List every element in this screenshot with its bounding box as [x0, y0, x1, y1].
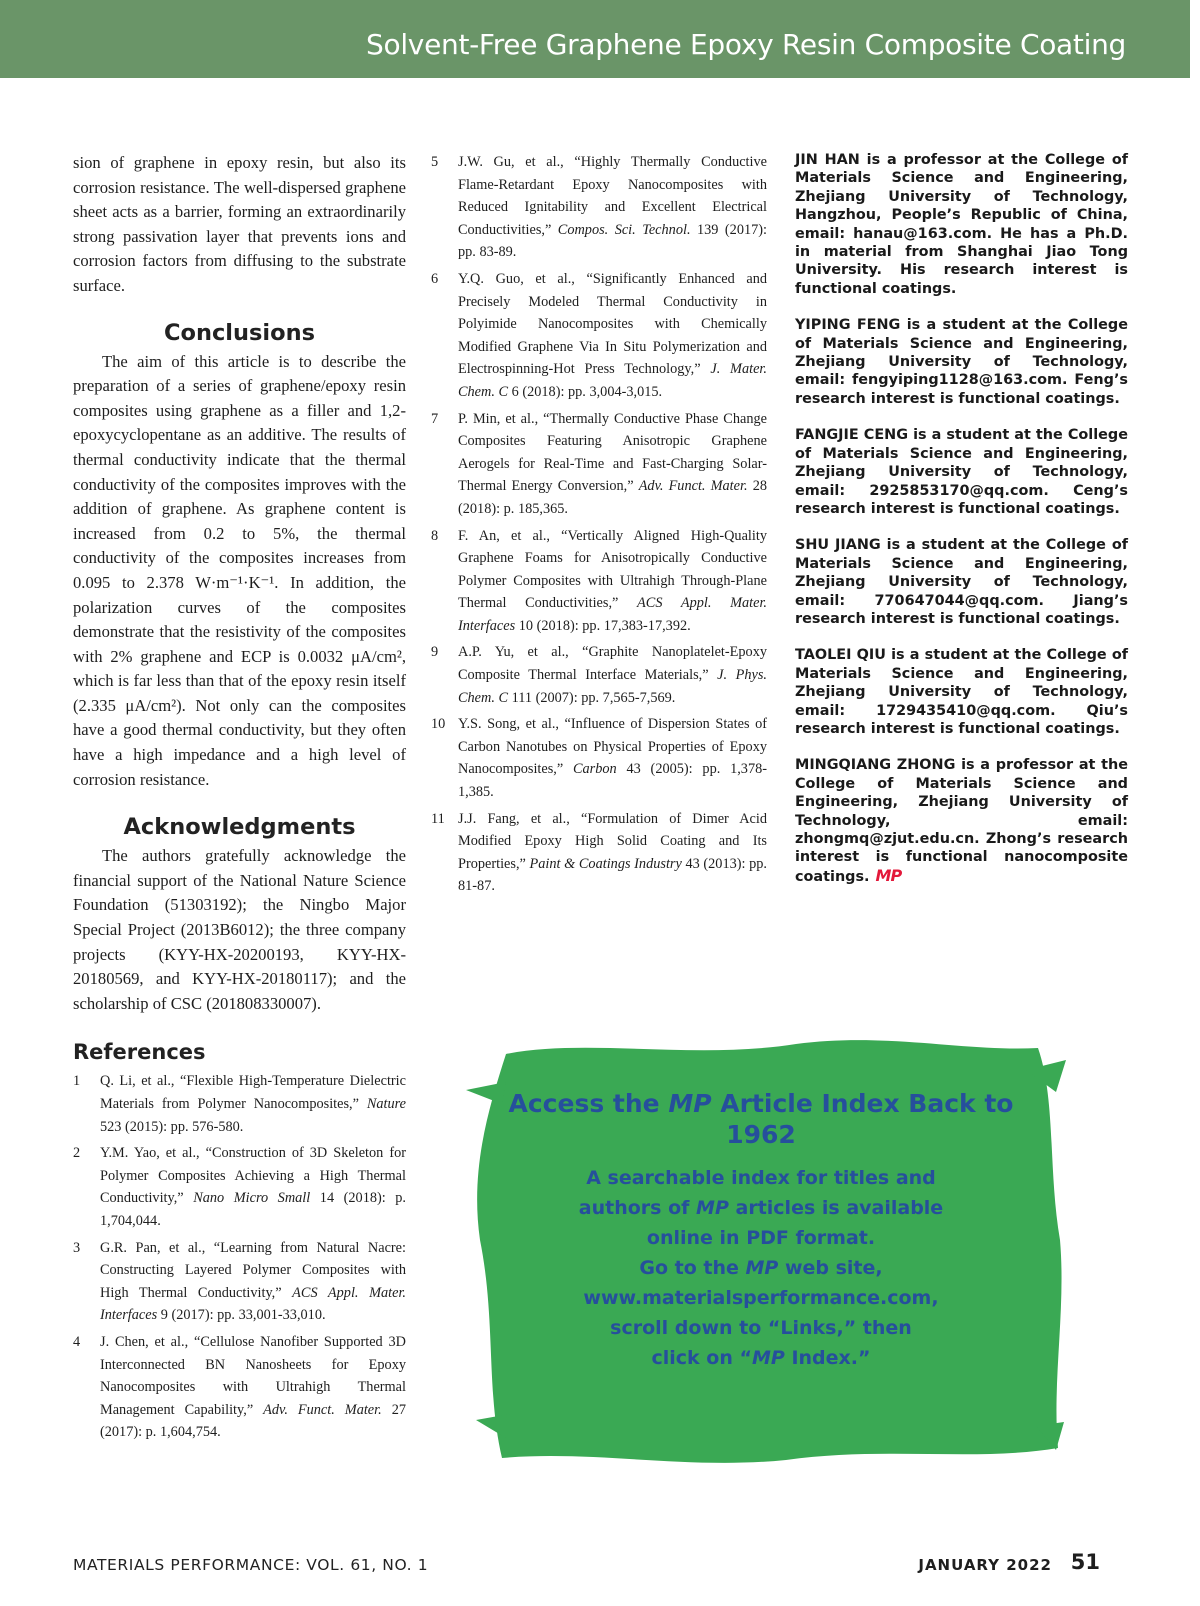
author-bio: JIN HAN is a professor at the College of Materials Science and Engineering, Zhejiang University of Technology, Hangzhou, People’s Republic of China, email: hanau@163.com. He has a Ph.D. in material from Shanghai Jiao Tong University. His research interest is functional coatings. [795, 152, 1128, 297]
journal-name: Carbon [573, 761, 617, 778]
reference-item: 1 Q. Li, et al., “Flexible High-Temperature Dielectric Materials from Polymer Nanocomposites,” Nature 523 (2015): pp. 576-580. [73, 1070, 406, 1138]
promo-website[interactable]: www.materialsperformance.com, [583, 1287, 939, 1309]
page-number: 51 [1070, 1550, 1100, 1574]
journal-name: J. Phys. Chem. C [458, 667, 768, 706]
continued-paragraph: sion of graphene in epoxy resin, but also its corrosion resistance. The well-dispersed graphene sheet acts as a barrier, forming an extraordinarily strong passivation layer that prevents ions and corrosion factors from diffusing to the substrate surface. [73, 153, 406, 295]
author-name: JIN HAN [795, 152, 860, 168]
journal-name: Adv. Funct. Mater. [263, 1401, 382, 1418]
author-bio: SHU JIANG is a student at the College of Materials Science and Engineering, Zhejiang University of Technology, email: 770647044@qq.com. Jiang’s research interest is functional coatings. [795, 537, 1128, 627]
author-bios [795, 151, 1128, 886]
conclusions-heading: Conclusions [163, 319, 316, 346]
journal-name: Paint & Coatings Industry [529, 855, 682, 872]
reference-item: 7 P. Min, et al., “Thermally Conductive Phase Change Composites Featuring Anisotropic Graphene Aerogels for Real-Time and Fast-Charging Solar-Thermal Energy Conversion,” Adv. Funct. Mater. 28 (2018): p. 185,365. [431, 408, 767, 521]
header-edge [1190, 0, 1200, 78]
journal-name: J. Mater. Chem. C [458, 361, 767, 400]
reference-number: 3 [73, 1239, 81, 1256]
promo-body: A searchable index for titles and authors of MP articles is available online in PDF format. Go to the MP web site, www.materialsperformance.com, scroll down to “Links,” then click on “MP Index.” [578, 1167, 944, 1369]
mp-logo-icon: MP [875, 865, 902, 885]
column-middle [431, 151, 767, 902]
journal-name: Adv. Funct. Mater. [638, 478, 748, 495]
journal-name: ACS Appl. Mater. Interfaces [458, 595, 768, 634]
reference-list-part-2 [431, 151, 767, 898]
journal-name: Nature [366, 1096, 406, 1112]
reference-item: 2 Y.M. Yao, et al., “Construction of 3D Skeleton for Polymer Composites Achieving a High Thermal Conductivity,” Nano Micro Small 14 (2018): p. 1,704,044. [73, 1142, 406, 1232]
references-heading: References [73, 1040, 206, 1065]
reference-item: 9 A.P. Yu, et al., “Graphite Nanoplatelet-Epoxy Composite Thermal Interface Materials,” J. Phys. Chem. C 111 (2007): pp. 7,565-7,569. [431, 641, 767, 709]
footer-publication: MATERIALS PERFORMANCE: VOL. 61, NO. 1 [73, 1556, 429, 1574]
reference-item: 5 J.W. Gu, et al., “Highly Thermally Conductive Flame-Retardant Epoxy Nanocomposites with Reduced Ignitability and Excellent Electrical Conductivities,” Compos. Sci. Technol. 139 (2017): pp. 83-89. [431, 151, 767, 264]
reference-list-part-1 [73, 1070, 406, 1444]
promo-title: Access the MP Article Index Back to 1962 [508, 1089, 1014, 1149]
reference-item: 8 F. An, et al., “Vertically Aligned High-Quality Graphene Foams for Anisotropically Conductive Polymer Composites with Ultrahigh Through-Plane Thermal Conductivities,” ACS Appl. Mater. Interfaces 10 (2018): pp. 17,383-17,392. [431, 525, 767, 638]
column-right [795, 151, 1128, 904]
reference-number: 2 [73, 1145, 81, 1162]
reference-number: 4 [73, 1333, 81, 1350]
author-name: TAOLEI QIU [795, 647, 886, 664]
promo-box [466, 1030, 1066, 1470]
acknowledgments-heading: Acknowledgments [123, 814, 356, 841]
reference-number: 5 [431, 154, 439, 170]
author-bio: MINGQIANG ZHONG is a professor at the College of Materials Science and Engineering, Zhejiang University of Technology, email: zhongmq@zjut.edu.cn. Zhong’s research interest is functional nanocomposite coatings. MP [795, 757, 1128, 885]
acknowledgments-paragraph: The authors gratefully acknowledge the financial support of the National Nature Science Foundation (51303192); the Ningbo Major Special Project (2013B6012); the three company projects (KYY-HX-20200193, KYY-HX-20180569, and KYY-HX-20180117); and the scholarship of CSC (201808330007). [73, 846, 406, 1013]
author-bio: YIPING FENG is a student at the College of Materials Science and Engineering, Zhejiang University of Technology, email: fengyiping1128@163.com. Feng’s research interest is functional coatings. [795, 317, 1128, 407]
reference-item: 6 Y.Q. Guo, et al., “Significantly Enhanced and Precisely Modeled Thermal Conductivity in Polyimide Nanocomposites with Chemically Modified Graphene Via In Situ Polymerization and Electrospinning-Hot Press Technology,” J. Mater. Chem. C 6 (2018): pp. 3,004-3,015. [431, 268, 767, 404]
author-bio: TAOLEI QIU is a student at the College of Materials Science and Engineering, Zhejiang University of Technology, email: 1729435410@qq.com. Qiu’s research interest is functional coatings. [795, 647, 1128, 737]
author-name: MINGQIANG ZHONG [795, 757, 956, 774]
author-bio: FANGJIE CENG is a student at the College of Materials Science and Engineering, Zhejiang University of Technology, email: 2925853170@qq.com. Ceng’s research interest is functional coatings. [795, 427, 1128, 517]
column-left [73, 151, 406, 1448]
reference-number: 1 [73, 1073, 81, 1090]
reference-number: 11 [431, 810, 445, 827]
conclusions-paragraph: The aim of this article is to describe the preparation of a series of graphene/epoxy resin composites using graphene as a filler and 1,2-epoxycyclopentane as an additive. The results of thermal conductivity indicate that the thermal conductivity of the composites improves with the addition of graphene. As graphene content is increased from 0.2 to 5%, the thermal conductivity of the composites increases from 0.095 to 2.378 W·m⁻¹·K⁻¹. In addition, the polarization curves of the composites demonstrate that the resistivity of the composites with 2% graphene and ECP is 0.0032 μA/cm², which is far less than that of the epoxy resin itself (2.335 μA/cm²). Not only can the composites have a good thermal conductivity, but they often have a high impedance and a high level of corrosion resistance. [73, 351, 406, 789]
reference-number: 10 [431, 716, 446, 733]
reference-item: 4 J. Chen, et al., “Cellulose Nanofiber Supported 3D Interconnected BN Nanosheets for Epoxy Nanocomposites with Ultrahigh Thermal Management Capability,” Adv. Funct. Mater. 27 (2017): p. 1,604,754. [73, 1331, 406, 1444]
author-name: SHU JIANG [795, 537, 881, 554]
reference-item: 10 Y.S. Song, et al., “Influence of Dispersion States of Carbon Nanotubes on Physical Properties of Epoxy Nanocomposites,” Carbon 43 (2005): pp. 1,378-1,385. [431, 713, 767, 803]
reference-number: 9 [431, 644, 439, 661]
author-name: FANGJIE CENG [795, 427, 909, 444]
reference-number: 7 [431, 410, 439, 427]
promo-text [506, 1088, 1016, 1373]
journal-name: ACS Appl. Mater. Interfaces [100, 1284, 407, 1324]
running-title: Solvent-Free Graphene Epoxy Resin Composite Coating [366, 28, 1126, 61]
reference-number: 8 [431, 527, 439, 544]
author-name: YIPING FENG [795, 317, 901, 334]
journal-name: Nano Micro Small [193, 1190, 311, 1207]
reference-number: 6 [431, 270, 439, 287]
footer-date: JANUARY 2022 [918, 1556, 1052, 1574]
journal-name: Compos. Sci. Technol. [557, 221, 691, 238]
reference-item: 3 G.R. Pan, et al., “Learning from Natural Nacre: Constructing Layered Polymer Composites with High Thermal Conductivity,” ACS Appl. Mater. Interfaces 9 (2017): pp. 33,001-33,010. [73, 1237, 406, 1327]
reference-item: 11 J.J. Fang, et al., “Formulation of Dimer Acid Modified Epoxy High Solid Coating and Its Properties,” Paint & Coatings Industry 43 (2013): pp. 81-87. [431, 808, 767, 898]
